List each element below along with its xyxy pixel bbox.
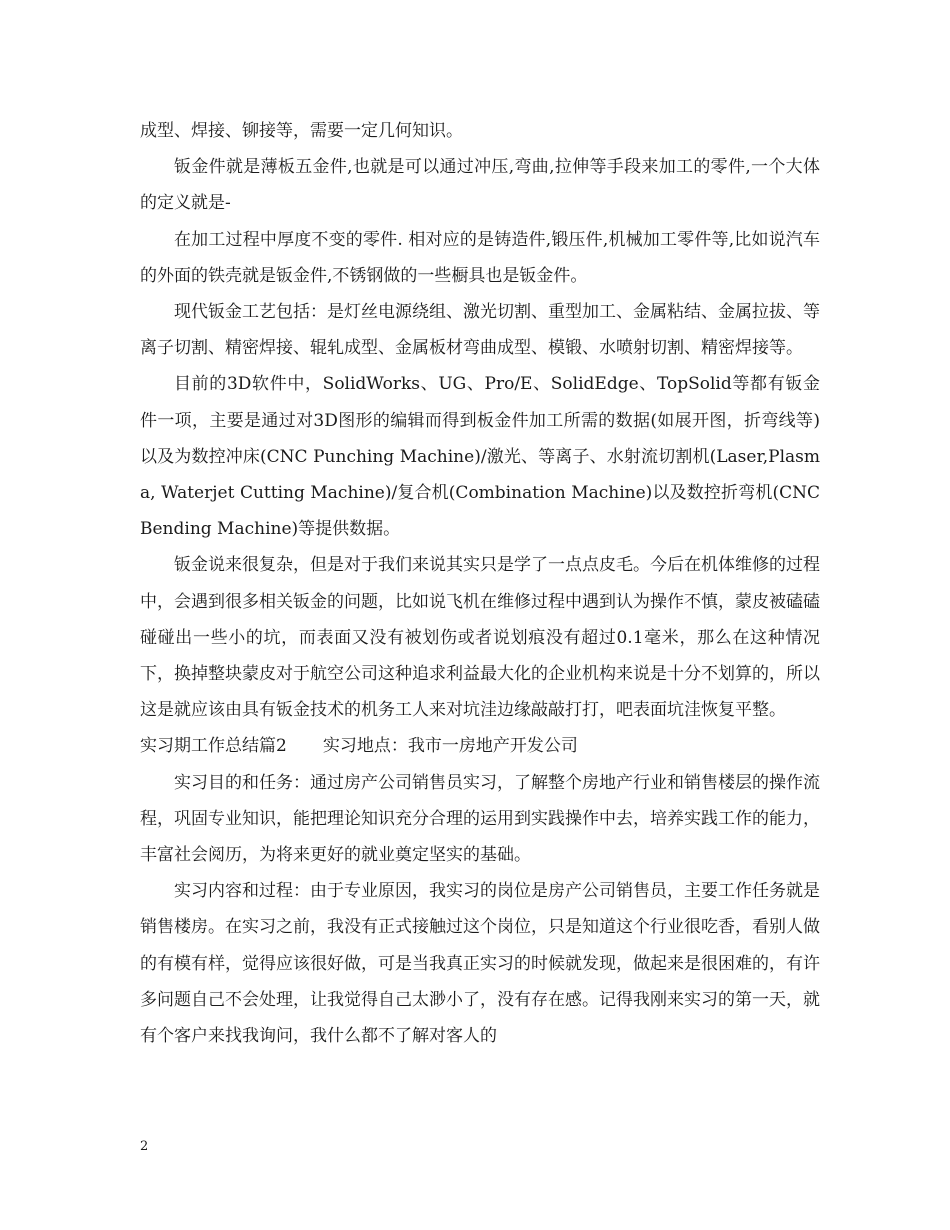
paragraph-modern-process: 现代钣金工艺包括：是灯丝电源绕组、激光切割、重型加工、金属粘结、金属拉拔、等离子切割、精密焊接、辊轧成型、金属板材弯曲成型、模锻、水喷射切割、精密焊接等。 — [140, 302, 820, 359]
document-body — [140, 113, 820, 1054]
page-number: 2 — [140, 1139, 149, 1154]
paragraph-maintenance: 钣金说来很复杂，但是对于我们来说其实只是学了一点点皮毛。今后在机体维修的过程中，会遇到很多相关钣金的问题，比如说飞机在维修过程中遇到认为操作不慎，蒙皮被磕磕碰碰出一些小的坑，而表面又没有被划伤或者说划痕没有超过0.1毫米，那么在这种情况下，换掉整块蒙皮对于航空公司这种追求利益最大化的企业机构来说是十分不划算的，所以这是就应该由具有钣金技术的机务工人来对坑洼边缘敲敲打打，吧表面坑洼恢复平整。 — [140, 555, 820, 721]
paragraph-sheet-metal-definition: 钣金件就是薄板五金件,也就是可以通过冲压,弯曲,拉伸等手段来加工的零件,一个大体的定义就是- — [140, 157, 820, 214]
section-location: 实习地点：我市一房地产开发公司 — [322, 736, 578, 757]
paragraph-3d-software: 目前的3D软件中，SolidWorks、UG、Pro/E、SolidEdge、TopSolid等都有钣金件一项，主要是通过对3D图形的编辑而得到板金件加工所需的数据(如展开图，折弯线等)以及为数控冲床(CNC Punching Machine)/激光、等离子、水射流切割机(Laser,Plasma, Waterjet Cutting Machine)/复合机(Combination Machine)以及数控折弯机(CNC Bending Machine)等提供数据。 — [140, 374, 820, 540]
paragraph-thickness: 在加工过程中厚度不变的零件. 相对应的是铸造件,锻压件,机械加工零件等,比如说汽车的外面的铁壳就是钣金件,不锈钢做的一些橱具也是钣金件。 — [140, 229, 820, 286]
paragraph-purpose: 实习目的和任务：通过房产公司销售员实习，了解整个房地产行业和销售楼层的操作流程，巩固专业知识，能把理论知识充分合理的运用到实践操作中去，培养实践工作的能力，丰富社会阅历，为将来更好的就业奠定坚实的基础。 — [140, 772, 820, 866]
section-title: 实习期工作总结篇2 — [140, 736, 287, 757]
section-heading — [140, 728, 820, 764]
paragraph-process: 实习内容和过程：由于专业原因，我实习的岗位是房产公司销售员，主要工作任务就是销售楼房。在实习之前，我没有正式接触过这个岗位，只是知道这个行业很吃香，看别人做的有模有样，觉得应该很好做，可是当我真正实习的时候就发现，做起来是很困难的，有许多问题自己不会处理，让我觉得自己太渺小了，没有存在感。记得我刚来实习的第一天，就有个客户来找我询问，我什么都不了解对客人的 — [140, 881, 820, 1047]
paragraph-continuation: 成型、焊接、铆接等，需要一定几何知识。 — [140, 121, 463, 141]
